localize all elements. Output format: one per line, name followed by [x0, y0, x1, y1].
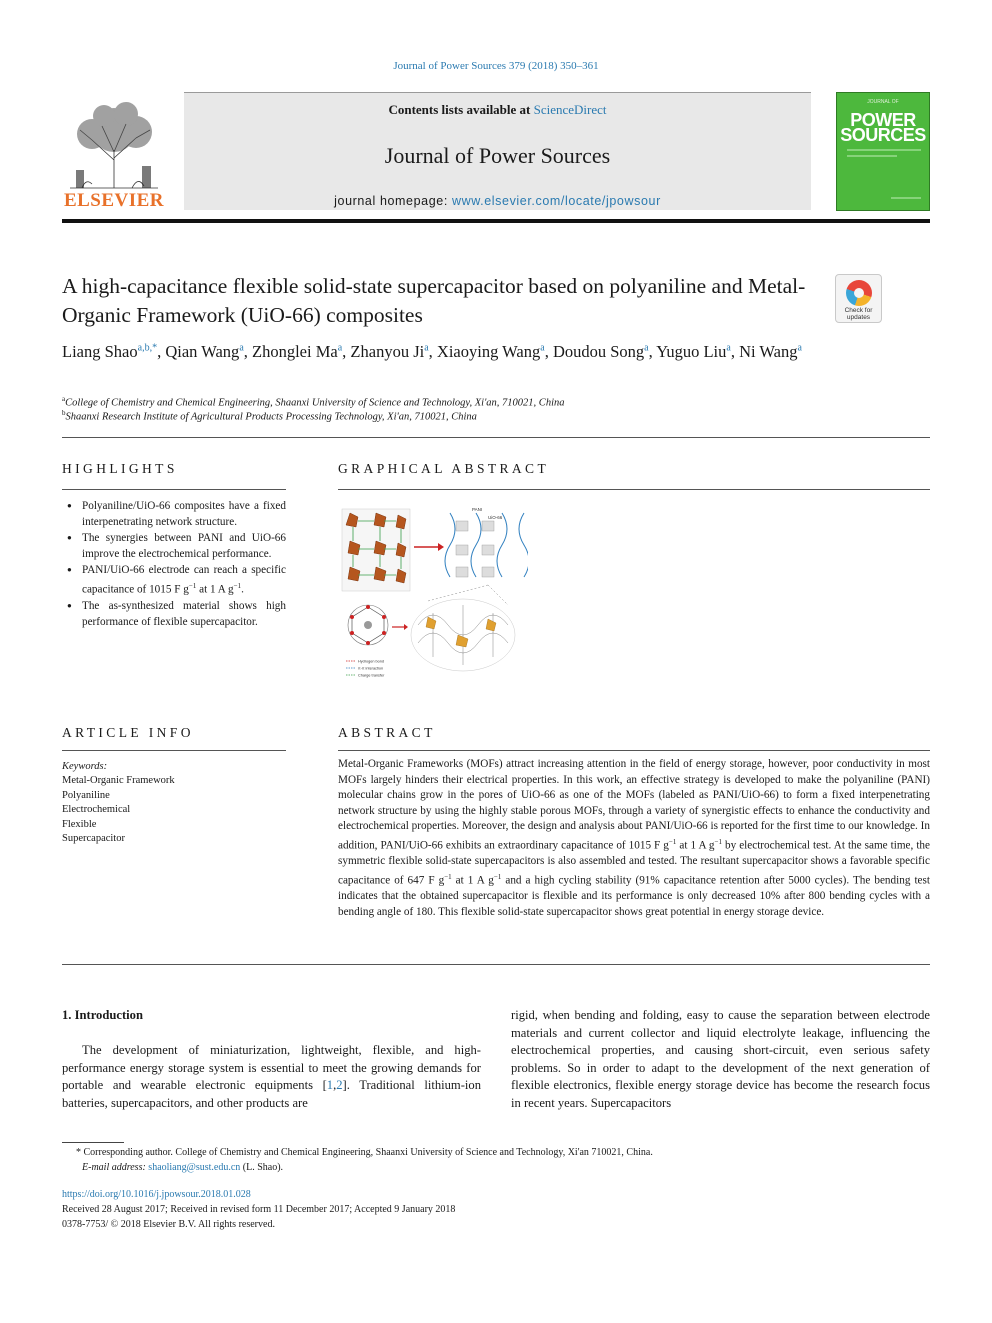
- cover-title-line2: SOURCES: [840, 125, 926, 145]
- doi-text[interactable]: https://doi.org/10.1016/j.jpowsour.2018.01.028: [62, 1189, 251, 1200]
- cover-title-line1: POWER: [850, 110, 916, 130]
- highlight-item: [62, 562, 286, 598]
- highlights-rule: [62, 489, 286, 490]
- abstract-rule: [338, 750, 930, 751]
- journal-cover[interactable]: [836, 92, 930, 211]
- author[interactable]: Zhanyou Ji: [350, 342, 425, 361]
- article-info-heading: ARTICLE INFO: [62, 725, 194, 740]
- affiliation-b: [62, 409, 922, 423]
- author-separator: ,: [648, 342, 657, 361]
- graphical-abstract-image[interactable]: [338, 505, 528, 685]
- keywords-label: Keywords:: [62, 761, 108, 772]
- cover-title: [837, 110, 929, 145]
- received-dates: Received 28 August 2017; Received in revised form 11 December 2017; Accepted 9 January 2018: [62, 1204, 456, 1215]
- check-updates-line2: updates: [846, 314, 871, 321]
- author-affiliation-marker[interactable]: a: [337, 342, 343, 354]
- superscript: −1: [493, 872, 502, 881]
- uio-label: UiO-66: [488, 515, 503, 520]
- author-affiliation-marker[interactable]: a: [644, 342, 649, 354]
- check-updates-label: [836, 307, 881, 321]
- highlights-heading: HIGHLIGHTS: [62, 461, 178, 476]
- header-rule: [62, 219, 930, 223]
- affiliation-text: Shaanxi Research Institute of Agricultural Products Processing Technology, Xi'an, 710021, China: [65, 411, 477, 423]
- homepage-link[interactable]: www.elsevier.com/locate/jpowsour: [451, 194, 661, 208]
- pani-label: PANI: [472, 507, 483, 512]
- doi-link[interactable]: [62, 1188, 930, 1203]
- affiliation-marker: a: [62, 395, 66, 403]
- author[interactable]: Zhonglei Ma: [252, 342, 338, 361]
- homepage-prefix: journal homepage:: [334, 194, 452, 208]
- superscript: −1: [233, 582, 242, 590]
- author-separator: ,: [243, 342, 253, 361]
- author-affiliation-marker[interactable]: a: [726, 342, 731, 354]
- author-separator: ,: [544, 342, 553, 361]
- author-affiliation-marker[interactable]: a: [540, 342, 545, 354]
- superscript: −1: [714, 837, 722, 846]
- intro-column-2: rigid, when bending and folding, easy to cause the separation between electrode materials and current collector and liquid electrolyte leakage, influencing the electrochemical properties, and causing short-circuit, even serious safety problems. So in order to adapt to the development of the next generation of flexible electronics, flexible energy storage device has become the research focus in recent years. Supercapacitors: [511, 1008, 930, 1110]
- author-affiliation-marker[interactable]: a: [424, 342, 429, 354]
- legend-pipi: π-π interaction: [358, 666, 384, 671]
- cover-decoration: [847, 149, 921, 151]
- reference-link-2[interactable]: 2: [336, 1078, 343, 1092]
- article-info-rule: [62, 750, 286, 751]
- abstract-part: at 1 A g: [676, 839, 715, 852]
- highlight-item: ● Polyaniline/UiO-66 composites have a fixed interpenetrating network structure.: [62, 498, 286, 530]
- section-rule: [62, 437, 930, 438]
- corresponding-line: [76, 1146, 930, 1161]
- author[interactable]: Xiaoying Wang: [436, 342, 541, 361]
- author-affiliation-marker[interactable]: a,b,*: [137, 342, 158, 354]
- journal-homepage: [184, 194, 811, 208]
- author-separator: ,: [730, 342, 740, 361]
- abstract-part: by electrochemical test. At the same time, the symmetric flexible solid-state supercapacitors is also assembled and tested. The resultant supercapacitor shows a favorable specific capacitance of 647 F g: [338, 839, 930, 887]
- abstract-part: and a high cycling stability (91% capacitance retention after 5000 cycles). The bending test indicates that the obtained supercapacitor is flexible and its performance is only decreased 10% after 800 bending cycles with a bending angle of 180. This flexible solid-state supercapacitor shows great potential in energy storage device.: [338, 874, 930, 918]
- footnote-rule: [62, 1142, 124, 1143]
- keyword: Polyaniline: [62, 789, 110, 801]
- author[interactable]: Yuguo Liu: [656, 342, 727, 361]
- corresponding-author-note: [62, 1146, 930, 1176]
- contents-prefix: Contents lists available at: [388, 102, 534, 117]
- author-separator: ,: [428, 342, 437, 361]
- section-rule: [62, 964, 930, 965]
- journal-citation[interactable]: Journal of Power Sources 379 (2018) 350–361: [393, 60, 599, 72]
- highlight-text: .: [241, 583, 244, 596]
- reference-link-1[interactable]: 1: [326, 1078, 334, 1092]
- superscript: −1: [668, 837, 677, 846]
- highlight-item: ● The as-synthesized material shows high performance of flexible supercapacitor.: [62, 598, 286, 630]
- keyword: Supercapacitor: [62, 833, 125, 845]
- author-separator: ,: [157, 342, 166, 361]
- elsevier-tree-icon: [62, 100, 166, 192]
- intro-column-1: [62, 1042, 481, 1112]
- highlight-text: PANI/UiO-66 electrode can reach a specific capacitance of 1015 F g: [82, 564, 286, 596]
- copyright: 0378-7753/ © 2018 Elsevier B.V. All rights reserved.: [62, 1219, 275, 1230]
- elsevier-logo[interactable]: [62, 100, 166, 212]
- intro-text: ,: [333, 1078, 337, 1092]
- check-updates-line1: Check for: [844, 307, 873, 314]
- abstract-heading: ABSTRACT: [338, 725, 436, 740]
- cover-journal-of: JOURNAL OF: [867, 99, 899, 105]
- author[interactable]: Qian Wang: [165, 342, 240, 361]
- contents-line: [184, 102, 811, 118]
- affiliation-marker: b: [62, 409, 66, 417]
- intro-text: The development of miniaturization, lightweight, flexible, and high-performance energy storage system is essential to meet the growing demands for portable and wearable electronic equipments [: [62, 1043, 481, 1092]
- highlight-text: at 1 A g: [196, 583, 234, 596]
- corr-text: Corresponding author. College of Chemistry and Chemical Engineering, Shaanxi University of Science and Technology, Xi'an 710021, China.: [81, 1147, 653, 1158]
- abstract-text: [338, 757, 930, 920]
- journal-name: Journal of Power Sources: [384, 143, 611, 168]
- abstract-part: Metal-Organic Frameworks (MOFs) attract increasing attention in the field of energy storage, however, poor conductivity in most MOFs largely hinders their electrical properties. In this work, an effective strategy is developed to make the polyaniline (PANI) molecular chains grow in the pores of UiO-66 as one of the MOFs (labeled as PANI/UiO-66) to form a fixed interpenetrating network structure by using the highly stable porous MOFs, through a variety of synergistic effects to enhance the conductivity and electrochemical properties. Moreover, the design and analysis about PANI/UiO-66 is reported for the first time to our knowledge. In addition, PANI/UiO-66 exhibits an extraordinary capacitance of 1015 F g: [338, 758, 930, 852]
- article-title: A high-capacitance flexible solid-state supercapacitor based on polyaniline and Metal-Organic Framework (UiO-66) composites: [62, 274, 806, 327]
- email-label: E-mail address:: [82, 1161, 149, 1173]
- author-affiliation-marker[interactable]: a: [797, 342, 802, 354]
- uio66-lattice-icon: [342, 509, 410, 591]
- superscript: −1: [444, 872, 452, 881]
- cover-decoration: [891, 197, 921, 199]
- abstract-part: at 1 A g: [451, 874, 494, 887]
- author[interactable]: Doudou Song: [552, 342, 645, 361]
- journal-header-box: [184, 92, 811, 210]
- sciencedirect-link[interactable]: ScienceDirect: [533, 102, 607, 117]
- keywords-block: [62, 760, 286, 846]
- email-line: [76, 1161, 930, 1176]
- email-link[interactable]: shaoliang@sust.edu.cn: [148, 1161, 241, 1173]
- affiliation-a: [62, 395, 922, 409]
- highlights-list: [62, 498, 286, 630]
- graphical-abstract-heading: GRAPHICAL ABSTRACT: [338, 461, 550, 476]
- keyword: Flexible: [62, 818, 97, 830]
- author-list: [62, 341, 822, 363]
- cover-decoration: [847, 155, 897, 157]
- corr-star: *: [76, 1147, 81, 1158]
- keyword: Metal-Organic Framework: [62, 775, 175, 787]
- introduction-heading: 1. Introduction: [62, 1008, 143, 1022]
- author[interactable]: Liang Shao: [62, 342, 138, 361]
- superscript: −1: [188, 582, 197, 590]
- crossmark-icon: [846, 280, 872, 306]
- legend-hbond: Hydrogen bond: [358, 659, 384, 664]
- check-for-updates-button[interactable]: [835, 274, 882, 323]
- author-separator: ,: [342, 342, 351, 361]
- highlight-item: ● The synergies between PANI and UiO-66 improve the electrochemical performance.: [62, 530, 286, 562]
- affiliation-text: College of Chemistry and Chemical Engineering, Shaanxi University of Science and Technology, Xi'an, 710021, China: [65, 397, 565, 409]
- elsevier-wordmark: ELSEVIER: [63, 190, 165, 211]
- email-suffix: (L. Shao).: [240, 1161, 284, 1173]
- legend-charge: Charge transfer: [358, 673, 385, 678]
- keyword: Electrochemical: [62, 804, 131, 816]
- author[interactable]: Ni Wang: [739, 342, 798, 361]
- graphical-abstract-rule: [338, 489, 930, 490]
- author-affiliation-marker[interactable]: a: [239, 342, 244, 354]
- intro-text: ]. Traditional lithium-ion batteries, supercapacitors, and other products are: [62, 1078, 482, 1110]
- graphical-abstract-figure: [338, 505, 528, 685]
